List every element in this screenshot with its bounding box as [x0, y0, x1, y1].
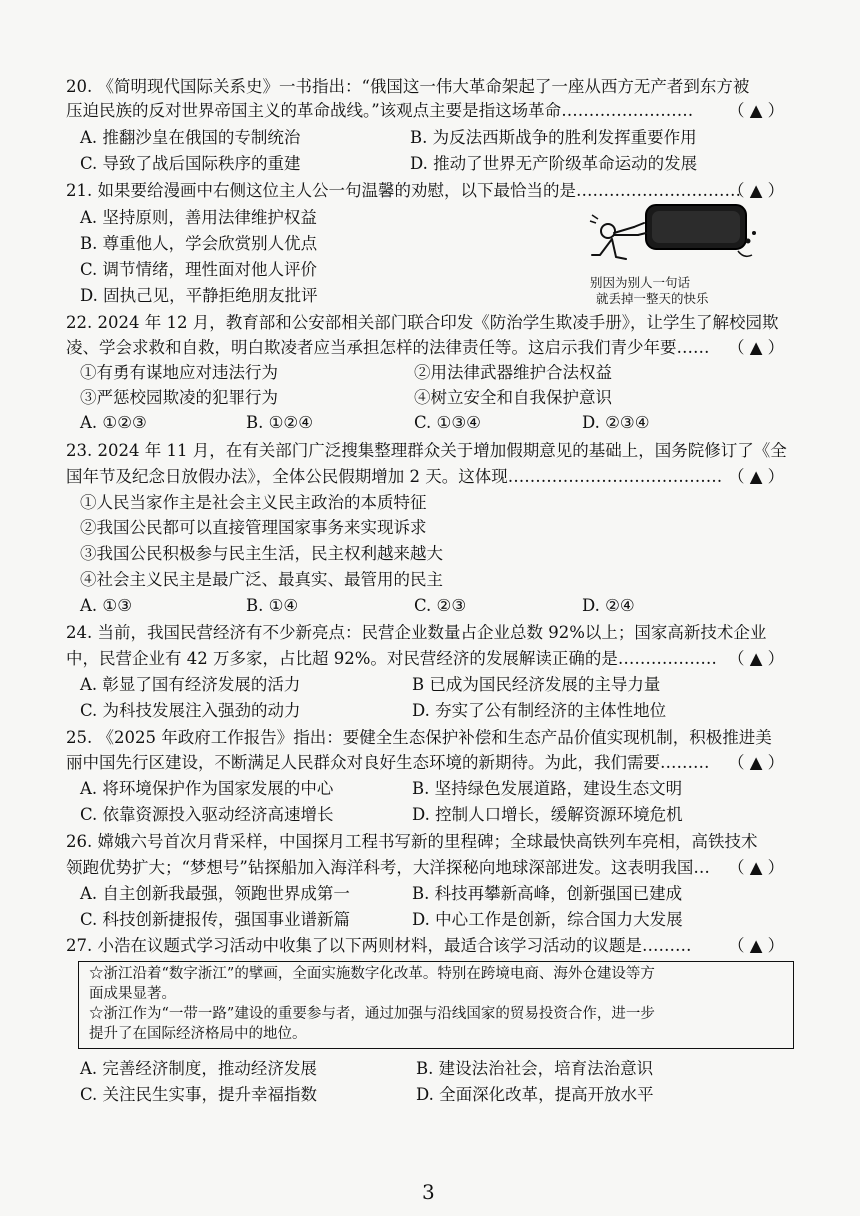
- q22-leader-dots: ……: [676, 338, 710, 357]
- q27-material-1-line2: 面成果显著。: [89, 986, 176, 1002]
- q26-leader-dots: …: [693, 858, 710, 877]
- q27-option-b: B. 建设法治社会，培育法治意识: [416, 1059, 654, 1078]
- q23-option-a: A. ①③: [80, 596, 132, 615]
- q25-leader-dots: ………: [660, 753, 710, 772]
- cartoon-illustration: [588, 201, 772, 305]
- q22-answer-mark: （ ▲ ）: [728, 338, 785, 357]
- q22-item-4: ④树立安全和自我保护意识: [414, 388, 612, 407]
- q20-option-c: C. 导致了战后国际秩序的重建: [80, 154, 301, 173]
- q27-stem-line1: [66, 935, 692, 957]
- q26-option-d: D. 中心工作是创新，综合国力大发展: [412, 910, 683, 929]
- q27-option-a: A. 完善经济制度，推动经济发展: [80, 1059, 317, 1078]
- q23-item-3: ③我国公民积极参与民主生活，民主权利越来越大: [80, 544, 443, 563]
- q24-answer-mark: （ ▲ ）: [728, 649, 785, 668]
- q21-leader-dots: …………………………: [576, 181, 741, 200]
- q26-answer-mark: （ ▲ ）: [728, 858, 785, 877]
- q27-option-d: D. 全面深化改革，提高开放水平: [416, 1085, 654, 1104]
- q23-leader-dots: …………………………………: [507, 467, 723, 486]
- q22-option-c: C. ①③④: [414, 413, 481, 432]
- q23-answer-mark: （ ▲ ）: [728, 467, 785, 486]
- q21-option-a: A. 坚持原则，善用法律维护权益: [80, 208, 317, 227]
- q24-option-a: A. 彰显了国有经济发展的活力: [80, 675, 301, 694]
- q27-option-c: C. 关注民生实事，提升幸福指数: [80, 1085, 318, 1104]
- q26-option-b: B. 科技再攀新高峰，创新强国已建成: [412, 884, 683, 903]
- q21-option-b: B. 尊重他人，学会欣赏别人优点: [80, 234, 318, 253]
- q21-answer-mark: （ ▲ ）: [728, 181, 785, 200]
- q20-answer-mark: （ ▲ ）: [728, 101, 785, 120]
- q21-option-c: C. 调节情绪，理性面对他人评价: [80, 260, 318, 279]
- q27-material-2-line2: 提升了在国际经济格局中的地位。: [89, 1026, 307, 1042]
- q24-option-d: D. 夯实了公有制经济的主体性地位: [412, 701, 667, 720]
- q22-option-b: B. ①②④: [246, 413, 313, 432]
- q25-option-b: B. 坚持绿色发展道路，建设生态文明: [412, 779, 683, 798]
- q22-option-a: A. ①②③: [80, 413, 147, 432]
- q27-stem-text: 27. 小浩在议题式学习活动中收集了以下两则材料，最适合该学习活动的议题是: [66, 936, 642, 955]
- q23-stem-line2: [66, 466, 722, 488]
- q20-option-b: B. 为反法西斯战争的胜利发挥重要作用: [410, 128, 697, 147]
- q26-option-c: C. 科技创新捷报传，强国事业谱新篇: [80, 910, 351, 929]
- q25-stem-line2: [66, 752, 710, 774]
- q22-item-2: ②用法律武器维护合法权益: [414, 363, 612, 382]
- q25-stem-text: 丽中国先行区建设，不断满足人民群众对良好生态环境的新期待。为此，我们需要: [66, 753, 660, 772]
- q25-option-a: A. 将环境保护作为国家发展的中心: [80, 779, 334, 798]
- q23-item-4: ④社会主义民主是最广泛、最真实、最管用的民主: [80, 570, 443, 589]
- q22-item-1: ①有勇有谋地应对违法行为: [80, 363, 278, 382]
- cartoon-caption-line1: 别因为别人一句话: [590, 275, 691, 290]
- q22-option-d: D. ②③④: [582, 413, 650, 432]
- q24-stem-text: 中，民营企业有 42 万多家，占比超 92%。对民营经济的发展解读正确的是: [66, 649, 618, 668]
- q24-leader-dots: ………………: [617, 649, 717, 668]
- q23-item-1: ①人民当家作主是社会主义民主政治的本质特征: [80, 493, 427, 512]
- q23-stem-line1: 23. 2024 年 11 月，在有关部门广泛搜集整理群众关于增加假期意见的基础上，国务院修订了《全: [66, 441, 787, 460]
- q20-stem-text: 压迫民族的反对世界帝国主义的革命战线。”该观点主要是指这场革命: [66, 101, 562, 120]
- q27-leader-dots: ………: [642, 936, 692, 955]
- q23-option-d: D. ②④: [582, 596, 635, 615]
- q27-answer-mark: （ ▲ ）: [728, 936, 785, 955]
- q27-material-1-line1: ☆浙江沿着“数字浙江”的擘画，全面实施数字化改革。特别在跨境电商、海外仓建设等方: [89, 966, 655, 982]
- q26-option-a: A. 自主创新我最强，领跑世界成第一: [80, 884, 350, 903]
- q20-option-a: A. 推翻沙皇在俄国的专制统治: [80, 128, 301, 147]
- q20-stem-line2: [66, 100, 693, 122]
- q24-stem-line2: [66, 648, 717, 670]
- q27-material-box: [78, 961, 794, 1049]
- q23-option-b: B. ①④: [246, 596, 299, 615]
- q27-material-2-line1: ☆浙江作为“一带一路”建设的重要参与者，通过加强与沿线国家的贸易投资合作，进一步: [89, 1006, 655, 1022]
- q20-leader-dots: ……………………: [561, 101, 694, 120]
- q25-answer-mark: （ ▲ ）: [728, 753, 785, 772]
- q23-stem-text: 国年节及纪念日放假办法》，全体公民假期增加 2 天。这体现: [66, 467, 508, 486]
- q20-option-d: D. 推动了世界无产阶级革命运动的发展: [410, 154, 698, 173]
- q24-stem-line1: 24. 当前，我国民营经济有不少新亮点：民营企业数量占企业总数 92%以上；国家高新技术企业: [66, 623, 767, 642]
- q22-item-3: ③严惩校园欺凌的犯罪行为: [80, 388, 278, 407]
- q22-stem-text: 凌、学会求救和自救，明白欺凌者应当承担怎样的法律责任等。这启示我们青少年要: [66, 338, 677, 357]
- q20-stem-line1: 20. 《简明现代国际关系史》一书指出：“俄国这一伟大革命架起了一座从西方无产者到东方被: [66, 77, 750, 96]
- q25-option-d: D. 控制人口增长，缓解资源环境危机: [412, 805, 683, 824]
- page-number: 3: [422, 1180, 435, 1204]
- q21-stem-line1: [66, 180, 741, 202]
- q22-stem-line2: [66, 337, 710, 359]
- q24-option-b: B 已成为国民经济发展的主导力量: [412, 675, 661, 694]
- q26-stem-line1: 26. 嫦娥六号首次月背采样，中国探月工程书写新的里程碑；全球最快高铁列车亮相，高铁技术: [66, 832, 758, 851]
- q21-stem-text: 21. 如果要给漫画中右侧这位主人公一句温馨的劝慰，以下最恰当的是: [66, 181, 576, 200]
- q26-stem-line2: [66, 857, 710, 879]
- q22-stem-line1: 22. 2024 年 12 月，教育部和公安部相关部门联合印发《防治学生欺凌手册》，让学生了解校园欺: [66, 313, 779, 332]
- q23-item-2: ②我国公民都可以直接管理国家事务来实现诉求: [80, 518, 427, 537]
- cartoon-caption-line2: 就丢掉一整天的快乐: [596, 291, 709, 306]
- q26-stem-text: 领跑优势扩大；“梦想号”钻探船加入海洋科考，大洋探秘向地球深部进发。这表明我国: [66, 858, 694, 877]
- q21-option-d: D. 固执己见，平静拒绝朋友批评: [80, 286, 318, 305]
- q25-stem-line1: 25. 《2025 年政府工作报告》指出：要健全生态保护补偿和生态产品价值实现机制，积极推进美: [66, 728, 772, 747]
- q25-option-c: C. 依靠资源投入驱动经济高速增长: [80, 805, 334, 824]
- q23-option-c: C. ②③: [414, 596, 467, 615]
- cartoon-drawing: [588, 201, 772, 273]
- q24-option-c: C. 为科技发展注入强劲的动力: [80, 701, 301, 720]
